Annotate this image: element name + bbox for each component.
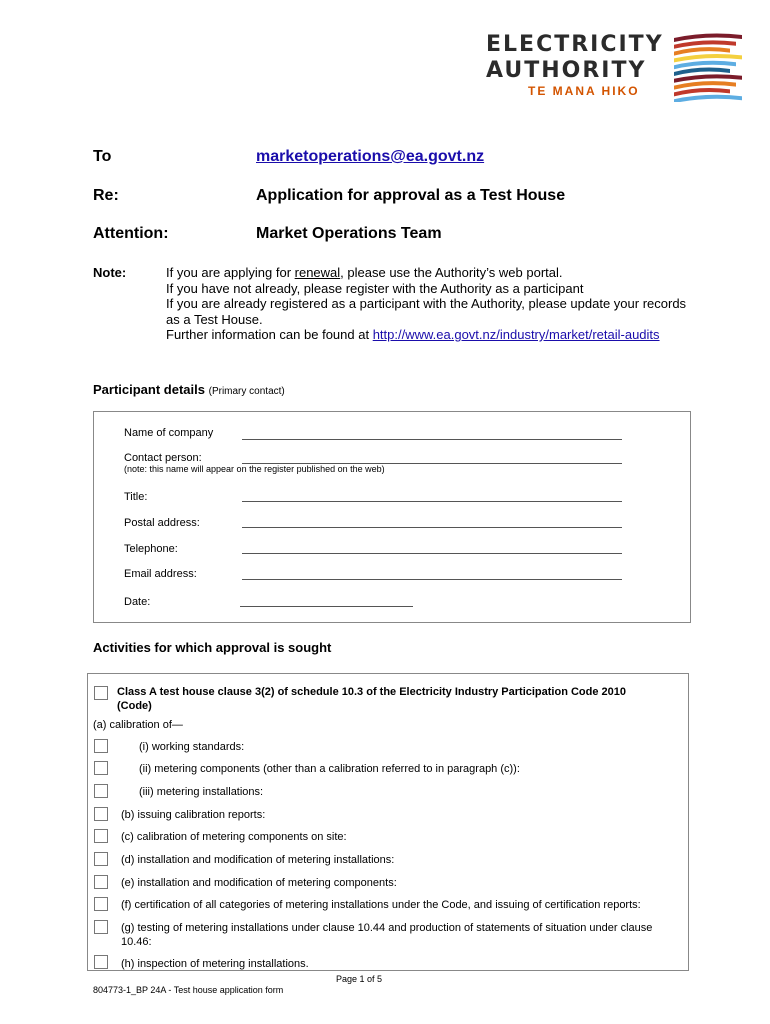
electricity-authority-logo: [480, 28, 752, 106]
item-h-checkbox[interactable]: [94, 955, 108, 969]
class-a-checkbox[interactable]: [94, 686, 108, 700]
contact-note: (note: this name will appear on the register published on the web): [124, 464, 385, 474]
logo-stripes-icon: [672, 32, 746, 102]
note-line4: Further information can be found at http://www.ea.govt.nz/industry/market/retail-audits: [166, 327, 660, 342]
date-label: Date:: [124, 596, 151, 608]
item-i-checkbox[interactable]: [94, 739, 108, 753]
logo-line2: AUTHORITY: [486, 58, 647, 83]
logo-line3: TE MANA HIKO: [528, 84, 640, 98]
item-h-text: (h) inspection of metering installations.: [121, 958, 309, 970]
item-d-text: (d) installation and modification of metering installations:: [121, 854, 395, 866]
email-label: Email address:: [124, 568, 197, 580]
item-g-checkbox[interactable]: [94, 920, 108, 934]
item-d-checkbox[interactable]: [94, 852, 108, 866]
item-b-checkbox[interactable]: [94, 807, 108, 821]
to-email-link[interactable]: marketoperations@ea.govt.nz: [256, 148, 485, 165]
participant-details-title: Participant details (Primary contact): [93, 382, 285, 397]
note-line1: If you are applying for renewal, please use the Authority’s web portal.: [166, 265, 563, 280]
title-label: Title:: [124, 491, 148, 503]
item-c-text: (c) calibration of metering components on site:: [121, 831, 347, 843]
item-i-text: (i) working standards:: [139, 741, 245, 753]
note-line2: If you have not already, please register with the Authority as a participant: [166, 280, 584, 296]
company-input[interactable]: [242, 439, 622, 440]
title-input[interactable]: [242, 501, 622, 502]
item-iii-checkbox[interactable]: [94, 784, 108, 798]
activities-title: Activities for which approval is sought: [93, 640, 332, 655]
item-ii-text: (ii) metering components (other than a calibration referred to in paragraph (c)):: [139, 763, 520, 775]
telephone-input[interactable]: [242, 553, 622, 554]
note-line3: If you are already registered as a participant with the Authority, please update your records as a Test House.: [166, 296, 687, 327]
to-label: To: [93, 148, 112, 165]
item-f-checkbox[interactable]: [94, 897, 108, 911]
attention-label: Attention:: [93, 225, 169, 242]
telephone-label: Telephone:: [124, 543, 178, 555]
attention-value: Market Operations Team: [256, 225, 442, 242]
note-text: [166, 265, 694, 343]
retail-audits-link[interactable]: http://www.ea.govt.nz/industry/market/retail-audits: [372, 327, 660, 342]
renewal-word: renewal: [294, 265, 341, 280]
logo-stripe: [674, 95, 742, 102]
date-input[interactable]: [240, 606, 413, 607]
item-c-checkbox[interactable]: [94, 829, 108, 843]
note-label: Note:: [93, 265, 127, 280]
calibration-of-text: (a) calibration of—: [93, 719, 183, 731]
re-value: Application for approval as a Test House: [256, 187, 566, 204]
item-ii-checkbox[interactable]: [94, 761, 108, 775]
item-e-checkbox[interactable]: [94, 875, 108, 889]
item-e-text: (e) installation and modification of metering components:: [121, 877, 397, 889]
item-g-text: (g) testing of metering installations under clause 10.44 and production of statements of situation under clause 10.46:: [121, 922, 653, 948]
contact-label: Contact person:: [124, 452, 202, 464]
item-iii-text: (iii) metering installations:: [139, 786, 264, 798]
postal-input[interactable]: [242, 527, 622, 528]
email-input[interactable]: [242, 579, 622, 580]
postal-label: Postal address:: [124, 517, 200, 529]
re-label: Re:: [93, 187, 119, 204]
page-number: Page 1 of 5: [336, 974, 383, 984]
item-b-text: (b) issuing calibration reports:: [121, 809, 266, 821]
logo-line1: ELECTRICITY: [486, 32, 664, 57]
document-reference: 804773-1_BP 24A - Test house application form: [93, 985, 284, 995]
company-label: Name of company: [124, 427, 214, 439]
class-a-text: Class A test house clause 3(2) of schedule 10.3 of the Electricity Industry Participation Code 2010 (Code): [117, 686, 627, 712]
item-f-text: (f) certification of all categories of metering installations under the Code, and issuing of certification reports:: [121, 899, 641, 911]
